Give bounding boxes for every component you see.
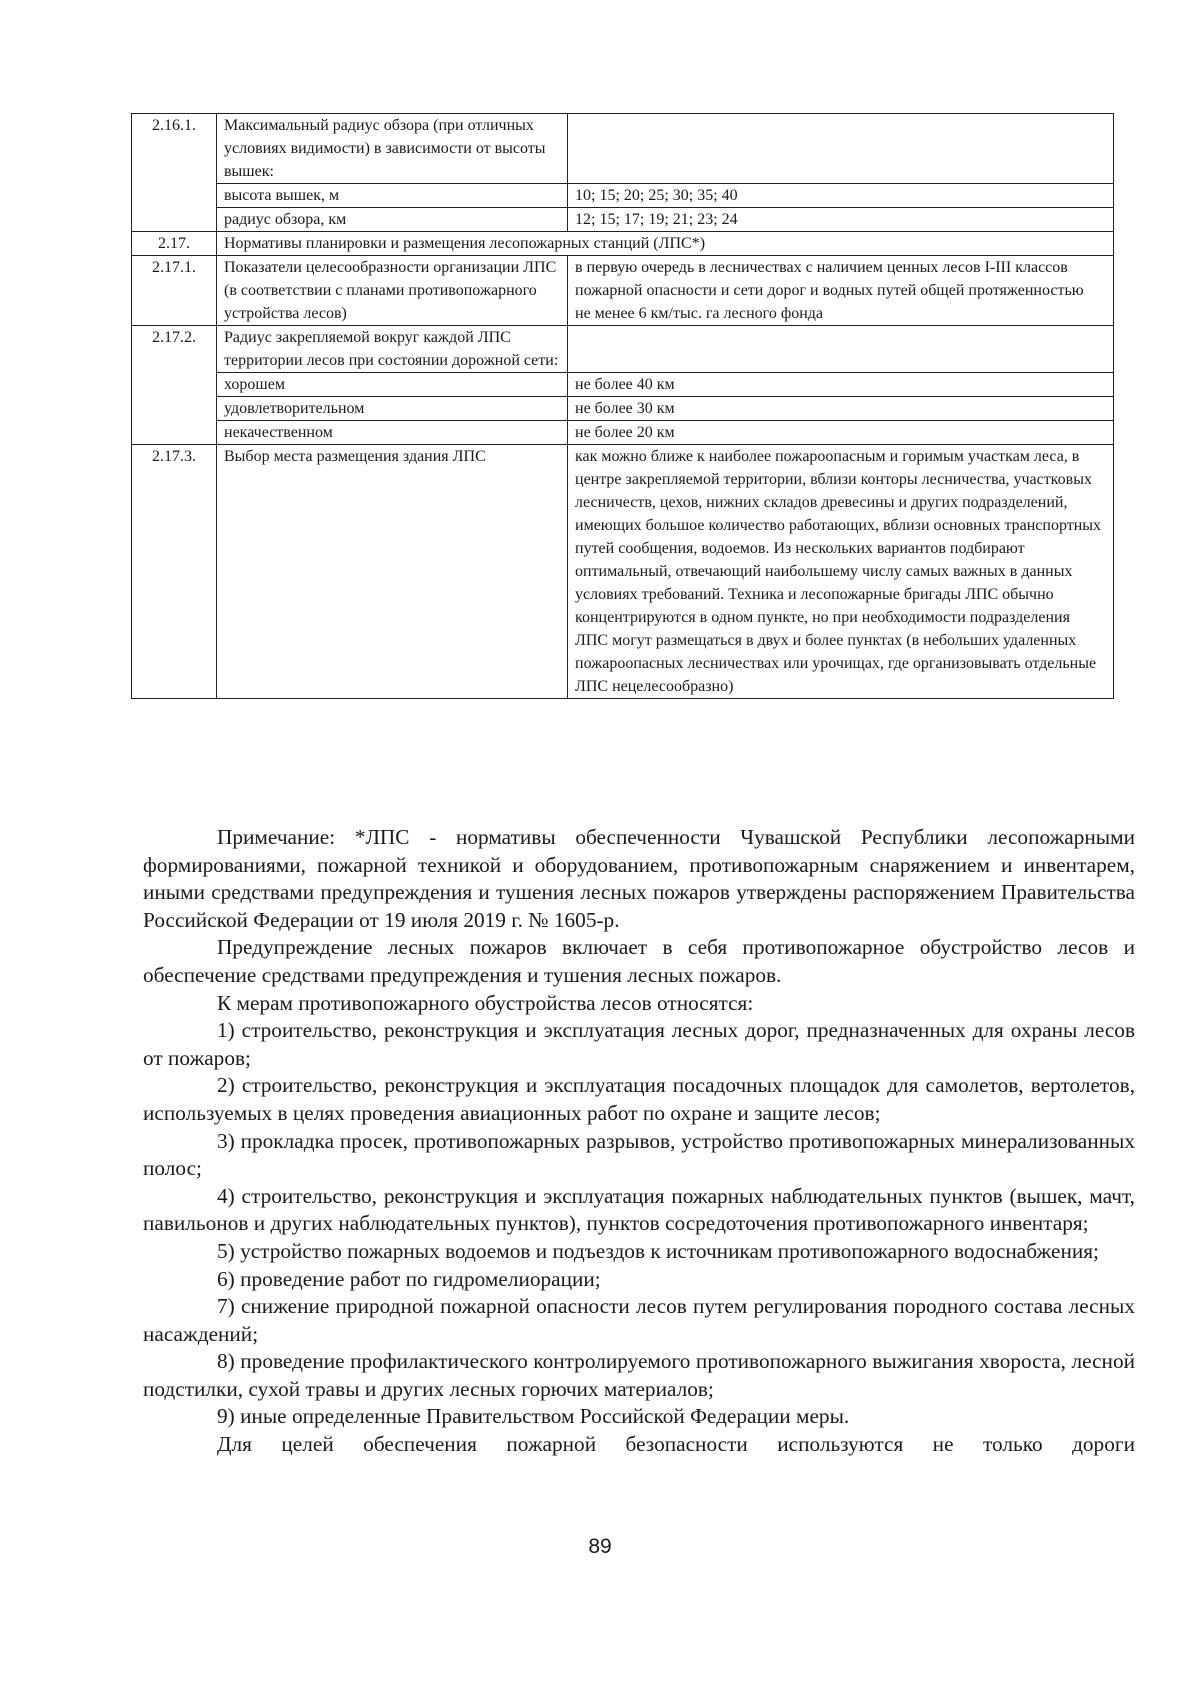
row-label: радиус обзора, км <box>217 208 568 232</box>
row-label: Показатели целесообразности организации ЛПС (в соответствии с планами противопожарного устройства лесов) <box>217 256 568 326</box>
row-value <box>568 114 1114 184</box>
row-number: 2.17.2. <box>132 326 217 445</box>
row-label: некачественном <box>217 421 568 445</box>
table-row <box>132 397 1114 421</box>
list-item: 6) проведение работ по гидромелиорации; <box>217 1266 601 1291</box>
list-item: 1) строительство, реконструкция и эксплуатация лесных дорог, предназначенных для охраны лесов от пожаров; <box>143 1018 1135 1070</box>
list-item: 3) прокладка просек, противопожарных разрывов, устройство противопожарных минерализованных полос; <box>143 1128 1135 1181</box>
row-label: Максимальный радиус обзора (при отличных условиях видимости) в зависимости от высоты вышек: <box>217 114 568 184</box>
list-item: 8) проведение профилактического контролируемого противопожарного выжигания хвороста, лесной подстилки, сухой травы и других лесных горючих материалов; <box>143 1349 1135 1401</box>
paragraph: К мерам противопожарного обустройства лесов относятся: <box>217 990 754 1015</box>
paragraph: Предупреждение лесных пожаров включает в себя противопожарное обустройство лесов и обеспечение средствами предупреждения и тушения лесных пожаров. <box>143 935 1135 987</box>
row-label: высота вышек, м <box>217 184 568 208</box>
table-row <box>132 114 1114 184</box>
row-label: Выбор места размещения здания ЛПС <box>217 445 568 699</box>
table-row <box>132 256 1114 326</box>
row-value: 10; 15; 20; 25; 30; 35; 40 <box>568 184 1114 208</box>
table-row <box>132 326 1114 373</box>
row-value: 12; 15; 17; 19; 21; 23; 24 <box>568 208 1114 232</box>
list-item: 9) иные определенные Правительством Российской Федерации меры. <box>217 1404 850 1429</box>
row-number: 2.16.1. <box>132 114 217 232</box>
row-value <box>568 326 1114 373</box>
row-number: 2.17. <box>132 232 217 256</box>
list-item: 7) снижение природной пожарной опасности лесов путем регулирования породного состава лесных насаждений; <box>143 1294 1135 1346</box>
list-item: 4) строительство, реконструкция и эксплуатация пожарных наблюдательных пунктов (вышек, мачт, павильонов и других наблюдательных пунктов), пунктов сосредоточения противопожарного инвентаря; <box>143 1183 1135 1236</box>
list-item: 5) устройство пожарных водоемов и подъездов к источникам противопожарного водоснабжения; <box>217 1238 1099 1263</box>
body-text <box>143 824 1135 1459</box>
table-row <box>132 445 1114 699</box>
row-label: удовлетворительном <box>217 397 568 421</box>
row-number: 2.17.3. <box>132 445 217 699</box>
table-row <box>132 373 1114 397</box>
row-value: в первую очередь в лесничествах с наличием ценных лесов I-III классов пожарной опасности и сети дорог и водных путей общей протяженностью не менее 6 км/тыс. га лесного фонда <box>568 256 1114 326</box>
row-value: не более 40 км <box>568 373 1114 397</box>
row-number: 2.17.1. <box>132 256 217 326</box>
norms-table <box>131 113 1114 699</box>
page-number: 89 <box>588 1535 612 1558</box>
paragraph: Для целей обеспечения пожарной безопасности используются не только дороги <box>217 1432 1135 1457</box>
row-value: не более 20 км <box>568 421 1114 445</box>
section-heading: Нормативы планировки и размещения лесопожарных станций (ЛПС*) <box>217 232 1114 256</box>
row-label: хорошем <box>217 373 568 397</box>
table-row <box>132 232 1114 256</box>
table-row <box>132 421 1114 445</box>
list-item: 2) строительство, реконструкция и эксплуатация посадочных площадок для самолетов, вертолетов, используемых в целях проведения авиационных работ по охране и защите лесов; <box>143 1073 1135 1125</box>
row-label: Радиус закрепляемой вокруг каждой ЛПС территории лесов при состоянии дорожной сети: <box>217 326 568 373</box>
row-value: не более 30 км <box>568 397 1114 421</box>
table-row <box>132 184 1114 208</box>
note-paragraph: Примечание: *ЛПС - нормативы обеспеченности Чувашской Республики лесопожарными формированиями, пожарной техникой и оборудованием, противопожарным снаряжением и инвентарем, иными средствами предупреждения и тушения лесных пожаров утверждены распоряжением Правительства Российской Федерации от 19 июля 2019 г. № 1605-р. <box>143 825 1135 932</box>
table-row <box>132 208 1114 232</box>
row-value: как можно ближе к наиболее пожароопасным и горимым участкам леса, в центре закрепляемой территории, вблизи конторы лесничества, участковых лесничеств, цехов, нижних складов древесины и других подразделений, имеющих большое количество работающих, вблизи основных транспортных путей сообщения, водоемов. Из нескольких вариантов подбирают оптимальный, отвечающий наибольшему числу самых важных в данных условиях требований. Техника и лесопожарные бригады ЛПС обычно концентрируются в одном пункте, но при необходимости подразделения ЛПС могут размещаться в двух и более пунктах (в небольших удаленных пожароопасных лесничествах или урочищах, где организовывать отдельные ЛПС нецелесообразно) <box>568 445 1114 699</box>
